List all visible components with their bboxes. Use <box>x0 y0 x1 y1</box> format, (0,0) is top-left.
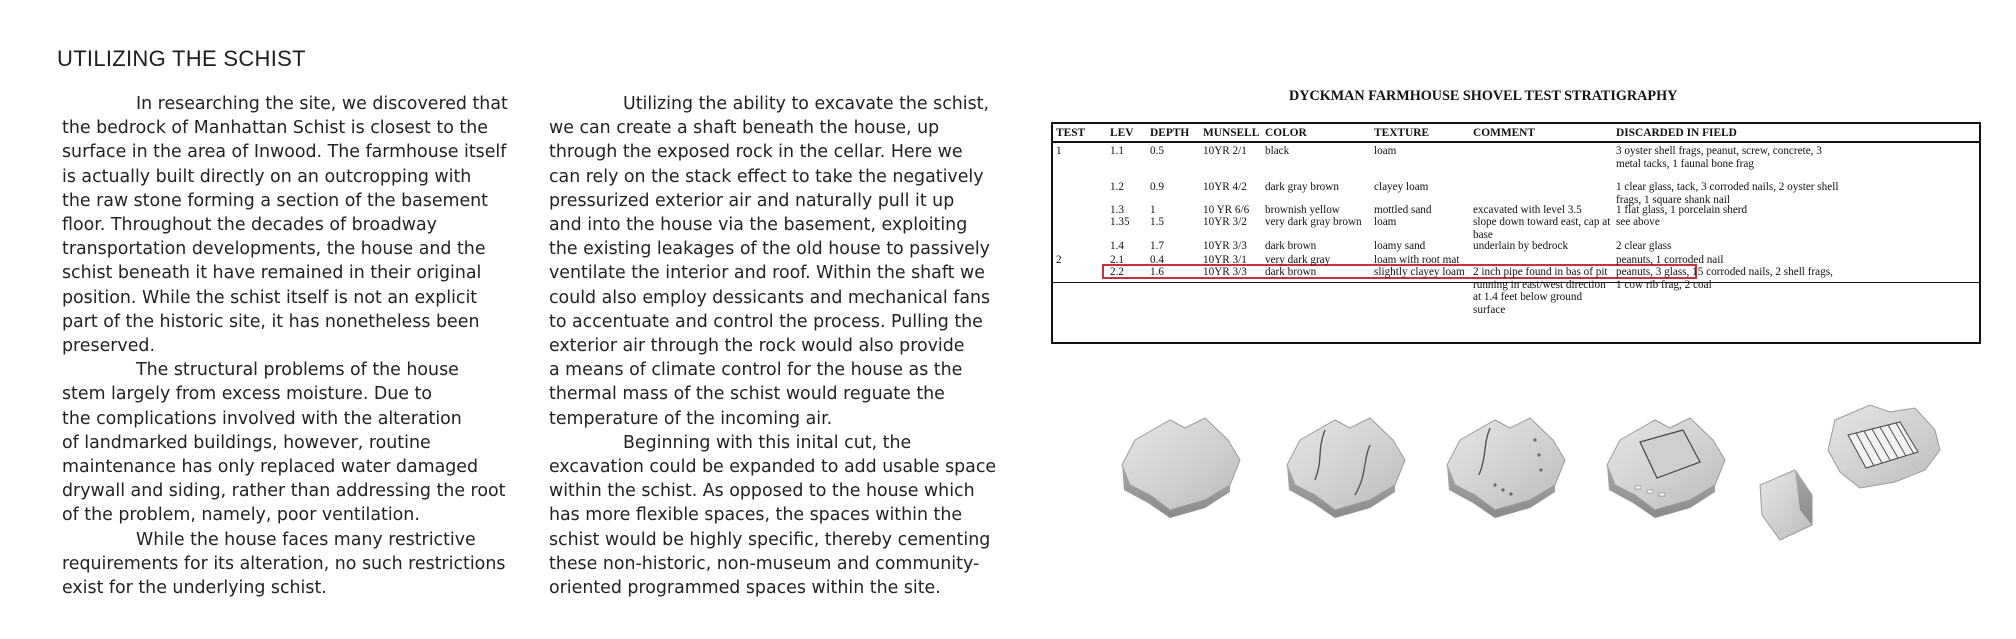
table-cell-discarded: see above <box>1616 216 1660 228</box>
text-line: floor. Throughout the decades of broadway <box>62 215 437 236</box>
table-cell-lev: 1.35 <box>1110 216 1130 228</box>
text-line: could also employ dessicants and mechanical fans <box>549 287 991 308</box>
schist-rock-shaft-diagram <box>1760 405 1940 540</box>
table-cell-munsell: 10YR 3/3 <box>1203 240 1247 252</box>
schist-rock-drill-diagram <box>1447 418 1565 518</box>
table-cell-lev: 1.4 <box>1110 240 1124 252</box>
table-cell-depth: 1.5 <box>1150 216 1164 228</box>
table-cell-color: very dark gray <box>1265 254 1331 266</box>
text-line: of landmarked buildings, however, routine <box>62 432 431 453</box>
table-cell-texture: clayey loam <box>1374 181 1429 193</box>
page-title: UTILIZING THE SCHIST <box>57 46 306 71</box>
text-line: the bedrock of Manhattan Schist is closest to the <box>62 118 488 139</box>
text-line: the existing leakages of the old house to passively <box>549 239 990 260</box>
text-line: to accentuate and control the process. Pulling the <box>549 311 983 332</box>
table-cell-discarded: 1 flat glass, 1 porcelain sherd <box>1616 204 1748 216</box>
text-line: The structural problems of the house <box>136 360 459 381</box>
table-cell-color: black <box>1265 145 1290 157</box>
table-cell-discarded: peanuts, 1 corroded nail <box>1616 254 1724 266</box>
table-cell-depth: 1.7 <box>1150 240 1164 252</box>
table-cell-discarded: 1 clear glass, tack, 3 corroded nails, 2 oyster shell frags, 1 square shank nail <box>1616 181 1839 206</box>
stratigraphy-table <box>1051 122 1981 344</box>
table-cell-texture: loam <box>1374 216 1397 228</box>
text-line: Utilizing the ability to excavate the schist, <box>623 94 990 114</box>
body-paragraph <box>549 92 1019 431</box>
text-line: transportation developments, the house and the <box>62 239 486 260</box>
column-header-test: TEST <box>1056 127 1086 139</box>
schist-excavation-diagrams <box>1110 400 1960 560</box>
body-paragraph <box>62 92 532 358</box>
table-cell-texture: loam with root mat <box>1374 254 1460 266</box>
table-cell-color: brownish yellow <box>1265 204 1340 216</box>
text-line: While the house faces many restrictive <box>136 529 476 550</box>
table-cell-test: 1 <box>1056 145 1062 157</box>
text-line: the complications involved with the alteration <box>62 408 462 429</box>
table-cell-lev: 2.1 <box>1110 254 1124 266</box>
text-line: requirements for its alteration, no such restrictions <box>62 553 506 574</box>
text-line: Beginning with this inital cut, the <box>623 432 912 453</box>
table-cell-lev: 1.3 <box>1110 204 1124 216</box>
header-rule <box>1053 141 1979 143</box>
table-cell-munsell: 10YR 3/3 <box>1203 266 1247 278</box>
column-header-comment: COMMENT <box>1473 127 1536 139</box>
table-cell-color: very dark gray brown <box>1265 216 1362 228</box>
table-cell-comment: 2 inch pipe found in bas of pit running in east/west direction at 1.4 feet below ground surface <box>1473 266 1608 316</box>
table-cell-discarded: peanuts, 3 glass, 15 corroded nails, 2 shell frags, 1 cow rib frag, 2 coal <box>1616 266 1833 291</box>
table-cell-munsell: 10YR 3/2 <box>1203 216 1247 228</box>
text-line: has more flexible spaces, the spaces within the <box>549 505 963 526</box>
table-cell-munsell: 10YR 4/2 <box>1203 181 1247 193</box>
table-cell-discarded: 2 clear glass <box>1616 240 1672 252</box>
table-cell-texture: loam <box>1374 145 1397 157</box>
table-cell-lev: 1.2 <box>1110 181 1124 193</box>
text-column-right <box>549 92 1019 600</box>
table-cell-depth: 0.4 <box>1150 254 1164 266</box>
text-line: thermal mass of the schist would reguate the <box>549 384 945 405</box>
text-line: drywall and siding, rather than addressing the root <box>62 481 506 502</box>
table-cell-munsell: 10YR 2/1 <box>1203 145 1247 157</box>
body-paragraph <box>549 431 1019 600</box>
text-line: through the exposed rock in the cellar. Here we <box>549 142 963 163</box>
table-cell-test: 2 <box>1056 254 1062 266</box>
table-cell-comment: slope down toward east, cap at base <box>1473 216 1611 241</box>
text-line: and into the house via the basement, exploiting <box>549 215 968 236</box>
text-line: within the schist. As opposed to the house which <box>549 481 975 502</box>
column-header-discarded: DISCARDED IN FIELD <box>1616 127 1737 139</box>
text-line: schist would be highly specific, thereby cementing <box>549 529 991 550</box>
table-cell-munsell: 10YR 3/1 <box>1203 254 1247 266</box>
schist-rock-pit-diagram <box>1607 418 1725 518</box>
table-cell-discarded: 3 oyster shell frags, peanut, screw, concrete, 3 metal tacks, 1 faunal bone frag <box>1616 145 1822 170</box>
column-header-texture: TEXTURE <box>1374 127 1430 139</box>
table-cell-munsell: 10 YR 6/6 <box>1203 204 1250 216</box>
table-cell-color: dark brown <box>1265 266 1317 278</box>
text-line: the raw stone forming a section of the basement <box>62 190 489 211</box>
text-column-left <box>62 92 532 600</box>
table-cell-depth: 0.9 <box>1150 181 1164 193</box>
table-title: DYCKMAN FARMHOUSE SHOVEL TEST STRATIGRAPHY <box>1289 88 1678 104</box>
text-line: part of the historic site, it has nonetheless been <box>62 311 480 332</box>
column-header-depth: DEPTH <box>1150 127 1190 139</box>
table-cell-depth: 1 <box>1150 204 1156 216</box>
table-cell-texture: loamy sand <box>1374 240 1426 252</box>
text-line: is actually built directly on an outcropping with <box>62 166 472 187</box>
text-line: a means of climate control for the house as the <box>549 360 963 381</box>
text-line: of the problem, namely, poor ventilation. <box>62 505 420 526</box>
body-paragraph <box>62 358 532 527</box>
text-line: position. While the schist itself is not an explicit <box>62 287 478 308</box>
text-line: maintenance has only replaced water damaged <box>62 457 479 478</box>
table-cell-comment: underlain by bedrock <box>1473 240 1569 252</box>
text-line: In researching the site, we discovered that <box>136 94 508 114</box>
column-header-lev: LEV <box>1110 127 1134 139</box>
text-line: surface in the area of Inwood. The farmhouse itself <box>62 142 507 163</box>
table-cell-texture: mottled sand <box>1374 204 1432 216</box>
schist-rock-cut-diagram <box>1287 418 1405 518</box>
text-line: exist for the underlying schist. <box>62 578 327 599</box>
column-header-munsell: MUNSELL <box>1203 127 1260 139</box>
text-line: pressurized exterior air and naturally pull it up <box>549 190 955 211</box>
text-line: these non-historic, non-museum and community- <box>549 553 980 574</box>
text-line: we can create a shaft beneath the house, up <box>549 118 940 139</box>
table-cell-texture: slightly clayey loam <box>1374 266 1465 278</box>
text-line: stem largely from excess moisture. Due to <box>62 384 432 405</box>
text-line: can rely on the stack effect to take the negatively <box>549 166 984 187</box>
text-line: oriented programmed spaces within the site. <box>549 578 941 599</box>
table-cell-depth: 0.5 <box>1150 145 1164 157</box>
text-line: ventilate the interior and roof. Within the shaft we <box>549 263 985 284</box>
table-cell-depth: 1.6 <box>1150 266 1164 278</box>
body-paragraph <box>62 528 532 601</box>
text-line: exterior air through the rock would also provide <box>549 336 965 357</box>
schist-rock-diagram <box>1122 418 1240 518</box>
table-cell-color: dark gray brown <box>1265 181 1339 193</box>
table-cell-color: dark brown <box>1265 240 1317 252</box>
table-cell-comment: excavated with level 3.5 <box>1473 204 1582 216</box>
text-line: preserved. <box>62 336 155 357</box>
text-line: schist beneath it have remained in their original <box>62 263 482 284</box>
column-header-color: COLOR <box>1265 127 1307 139</box>
table-cell-lev: 2.2 <box>1110 266 1124 278</box>
text-line: temperature of the incoming air. <box>549 408 833 429</box>
text-line: excavation could be expanded to add usable space <box>549 457 997 478</box>
table-cell-lev: 1.1 <box>1110 145 1124 157</box>
